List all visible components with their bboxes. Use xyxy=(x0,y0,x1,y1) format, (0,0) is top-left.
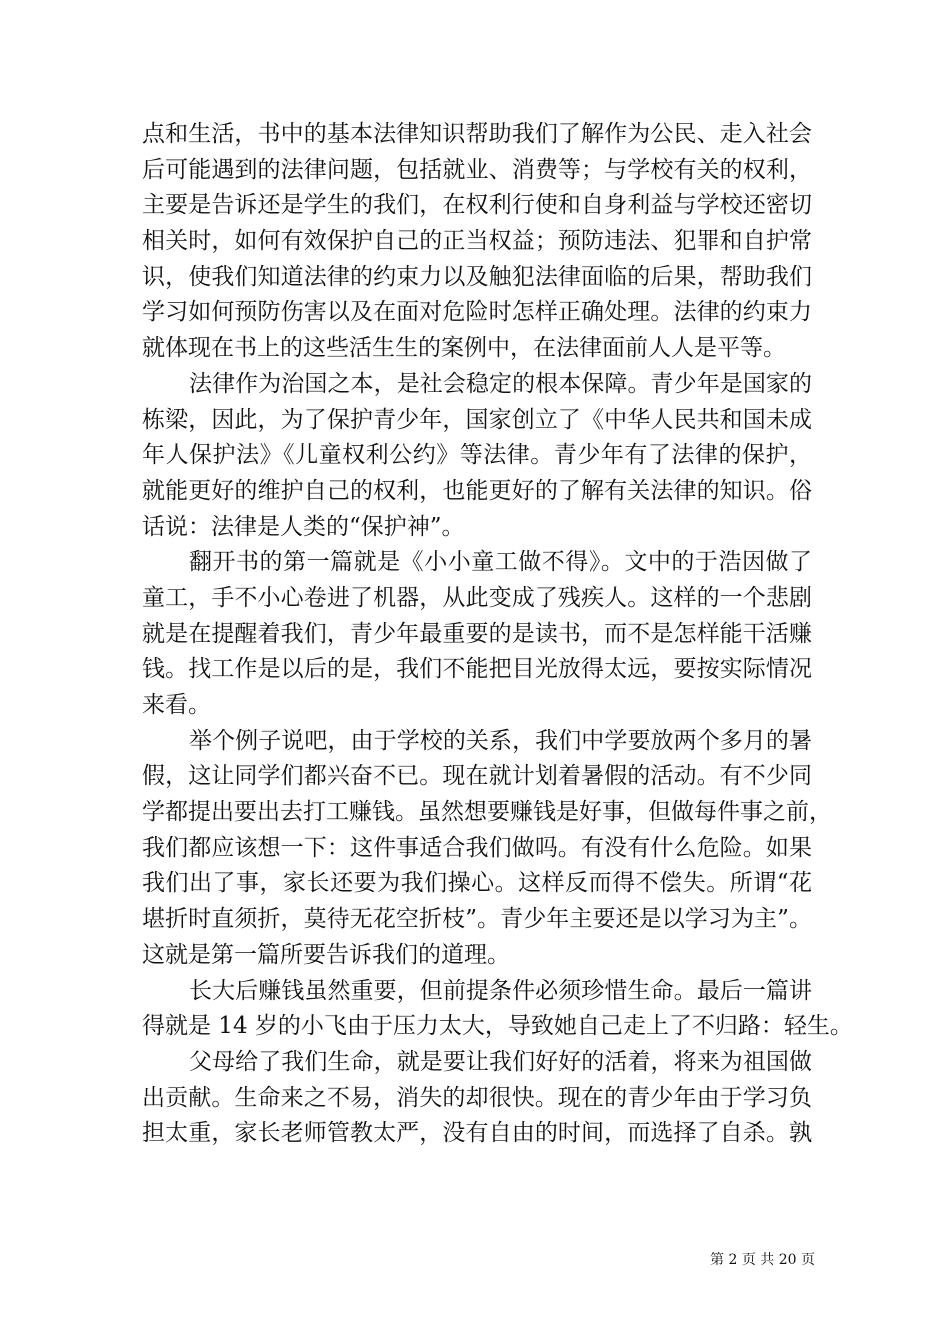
paragraph-5 xyxy=(142,974,853,1045)
text-line: 就能更好的维护自己的权利，也能更好的了解有关法律的知识。俗 xyxy=(142,477,812,504)
text-line: 就是在提醒着我们，青少年最重要的是读书，而不是怎样能干活赚 xyxy=(142,620,812,647)
text-line: 主要是告诉还是学生的我们，在权利行使和自身利益与学校还密切 xyxy=(142,192,812,219)
text-line: 翻开书的第一篇就是《小小童工做不得》。文中的于浩因做了 xyxy=(189,549,812,576)
text-line: 假，这让同学们都兴奋不已。现在就计划着暑假的活动。有不少同 xyxy=(142,763,812,790)
text-line: 出贡献。生命来之不易，消失的却很快。现在的青少年由于学习负 xyxy=(142,1084,812,1111)
text-line: 钱。找工作是以后的是，我们不能把目光放得太远，要按实际情况 xyxy=(142,656,812,683)
text-line: 举个例子说吧，由于学校的关系，我们中学要放两个多月的暑 xyxy=(189,727,812,754)
text-line: 堪折时直须折，莫待无花空折枝”。青少年主要还是以学习为主”。 xyxy=(142,906,812,933)
text-line: 这就是第一篇所要告诉我们的道理。 xyxy=(142,941,510,968)
text-line: 得就是 14 岁的小飞由于压力太大，导致她自己走上了不归路：轻生。 xyxy=(142,1013,853,1040)
text-line: 年人保护法》《儿童权利公约》等法律。青少年有了法律的保护， xyxy=(142,442,812,469)
text-line: 童工，手不小心卷进了机器，从此变成了残疾人。这样的一个悲剧 xyxy=(142,584,812,611)
text-line: 后可能遇到的法律问题，包括就业、消费等；与学校有关的权利， xyxy=(142,156,812,183)
text-line: 点和生活，书中的基本法律知识帮助我们了解作为公民、走入社会 xyxy=(142,121,812,147)
text-line: 识，使我们知道法律的约束力以及触犯法律面临的后果，帮助我们 xyxy=(142,263,812,290)
paragraph-4 xyxy=(142,724,832,974)
text-line: 就体现在书上的这些活生生的案例中，在法律面前人人是平等。 xyxy=(142,335,786,362)
text-line: 长大后赚钱虽然重要，但前提条件必须珍惜生命。最后一篇讲 xyxy=(189,977,812,1004)
paragraph-3 xyxy=(142,545,812,723)
text-line: 来看。 xyxy=(142,692,211,718)
text-line: 我们都应该想一下：这件事适合我们做吗。有没有什么危险。如果 xyxy=(142,834,812,861)
text-line: 法律作为治国之本，是社会稳定的根本保障。青少年是国家的 xyxy=(189,370,812,397)
text-line: 担太重，家长老师管教太严，没有自由的时间，而选择了自杀。孰 xyxy=(142,1120,812,1147)
text-line: 学都提出要出去打工赚钱。虽然想要赚钱是好事，但做每件事之前， xyxy=(142,799,832,826)
paragraph-2 xyxy=(142,367,812,545)
text-line: 学习如何预防伤害以及在面对危险时怎样正确处理。法律的约束力 xyxy=(142,299,812,326)
text-line: 栋梁，因此，为了保护青少年，国家创立了《中华人民共和国未成 xyxy=(142,406,812,433)
paragraph-1 xyxy=(142,117,812,367)
page-number: 第 2 页 共 20 页 xyxy=(710,1252,815,1268)
text-line: 相关时，如何有效保护自己的正当权益；预防违法、犯罪和自护常 xyxy=(142,228,812,255)
paragraph-6 xyxy=(142,1045,812,1152)
text-line: 父母给了我们生命，就是要让我们好好的活着，将来为祖国做 xyxy=(189,1048,812,1075)
text-line: 话说：法律是人类的“保护神”。 xyxy=(142,513,465,540)
body-text xyxy=(142,117,853,1152)
text-line: 我们出了事，家长还要为我们操心。这样反而得不偿失。所谓“花 xyxy=(142,870,812,897)
